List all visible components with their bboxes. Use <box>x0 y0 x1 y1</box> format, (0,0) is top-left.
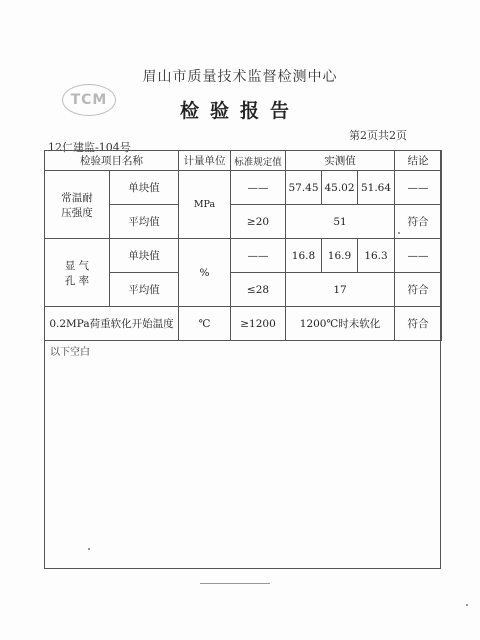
results-table <box>44 150 442 341</box>
header-measured: 实测值 <box>286 151 395 171</box>
organization-name: 眉山市质量技术监督检测中心 <box>142 69 338 85</box>
header-unit: 计量单位 <box>179 151 231 171</box>
seal-stamp: TCM <box>62 84 116 116</box>
strength-value-3: 51.64 <box>358 171 395 205</box>
document-number: 12仁建监-104号 <box>48 141 131 154</box>
strength-single-conclusion: —— <box>395 171 442 205</box>
porosity-average-label: 平均值 <box>110 273 179 307</box>
porosity-average-standard: ≤28 <box>231 273 286 307</box>
header-item: 检验项目名称 <box>45 151 179 171</box>
porosity-value-3: 16.3 <box>358 239 395 273</box>
header-standard: 标准规定值 <box>231 151 286 171</box>
porosity-name: 显 气 孔 率 <box>45 239 110 307</box>
strength-average-conclusion: 符合 <box>395 205 442 239</box>
porosity-unit: % <box>179 239 231 307</box>
porosity-average-value: 17 <box>286 273 395 307</box>
scan-speck <box>398 232 400 234</box>
porosity-value-2: 16.9 <box>322 239 358 273</box>
scan-speck <box>466 604 468 606</box>
scan-speck <box>88 548 90 550</box>
strength-average-label: 平均值 <box>110 205 179 239</box>
strength-single-standard: —— <box>231 171 286 205</box>
softening-standard: ≥1200 <box>231 307 286 341</box>
strength-value-1: 57.45 <box>286 171 322 205</box>
blank-note: 以下空白 <box>50 347 90 358</box>
strength-value-2: 45.02 <box>322 171 358 205</box>
strength-unit: MPa <box>179 171 231 239</box>
porosity-average-conclusion: 符合 <box>395 273 442 307</box>
softening-value: 1200℃时未软化 <box>286 307 395 341</box>
softening-unit: ℃ <box>179 307 231 341</box>
softening-name: 0.2MPa荷重软化开始温度 <box>45 307 179 341</box>
softening-conclusion: 符合 <box>395 307 442 341</box>
strength-average-standard: ≥20 <box>231 205 286 239</box>
table-row <box>45 307 442 341</box>
porosity-single-standard: —— <box>231 239 286 273</box>
table-row <box>45 171 442 205</box>
porosity-single-conclusion: —— <box>395 239 442 273</box>
table-row <box>45 239 442 273</box>
header-row <box>45 151 442 171</box>
strength-average-value: 51 <box>286 205 395 239</box>
page-info: 第2页共2页 <box>349 129 407 142</box>
report-title: 检验报告 <box>179 100 300 122</box>
porosity-value-1: 16.8 <box>286 239 322 273</box>
strength-name: 常温耐 压强度 <box>45 171 110 239</box>
porosity-single-label: 单块值 <box>110 239 179 273</box>
footer-divider <box>200 583 270 584</box>
strength-single-label: 单块值 <box>110 171 179 205</box>
header-conclusion: 结论 <box>395 151 442 171</box>
